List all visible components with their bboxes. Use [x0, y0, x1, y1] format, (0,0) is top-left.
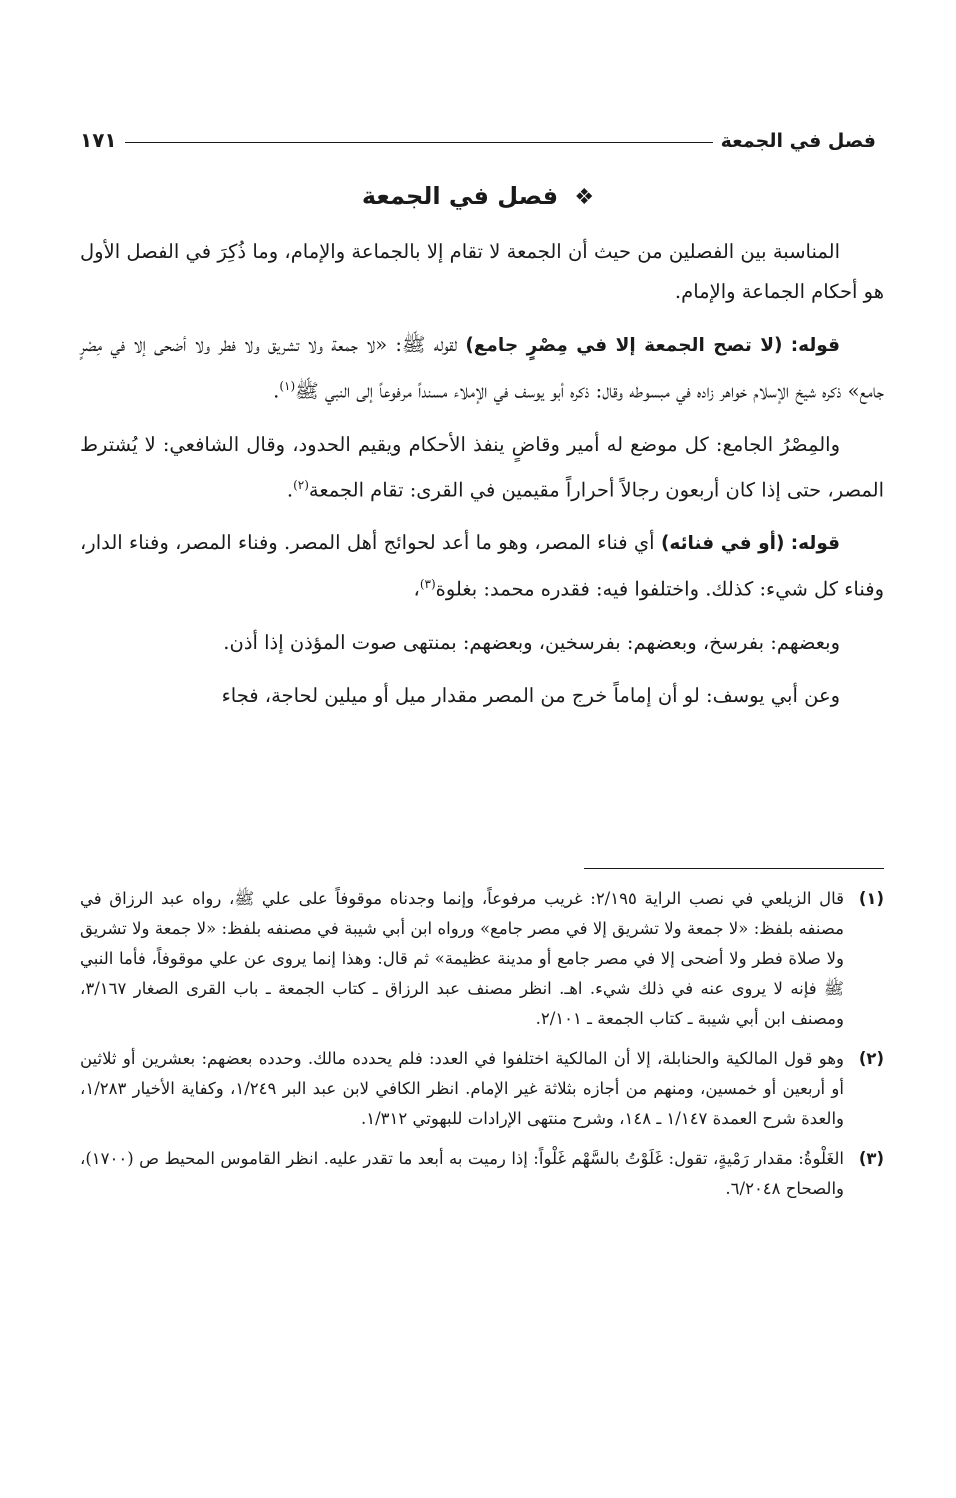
footnote — [80, 884, 884, 1034]
paragraph — [80, 623, 884, 663]
footnote-number: (٢) — [858, 1049, 884, 1068]
footnote — [80, 1044, 884, 1134]
paragraph-lead: قوله: — [790, 533, 841, 554]
page-number: ١٧١ — [80, 128, 117, 152]
footnote — [80, 1144, 884, 1204]
paragraph: والمِصْرُ الجامع: كل موضع له أمير وقاضٍ ينفذ الأحكام ويقيم الحدود، وقال الشافعي: لا يُشترط المصر، حتى إذا كان أربعون رجالاً أحراراً مقيمين في القرى: تقام الجمعة$^{(٢)}$. — [80, 432, 884, 501]
section-heading — [80, 182, 876, 210]
footnote-text: الغَلْوةُ: مقدار رَمْيةٍ، تقول: غَلَوْتُ بالسَّهْم غَلْواً: إذا رميت به أبعد ما تقدر عليه. انظر القاموس المحيط ص (١٧٠٠)، والصحاح ٦/٢٠٤٨. — [80, 1149, 844, 1198]
paragraph-text: أي فناء المصر، وهو ما أعد لحوائج أهل المصر. وفناء المصر، وفناء الدار، وفناء كل شيء: كذلك. واختلفوا فيه: فقدره محمد: بغلوة — [80, 531, 884, 601]
paragraph: قوله: (لا تصح الجمعة إلا في مِصْرٍ جامع) لقوله ﷺ: «لا جمعة ولا تشريق ولا فطر ولا أضحى إلا في مِصْرٍ جامع» ذكره شيخ الإسلام خواهر زاده في مبسوطه وقال: ذكره أبو يوسف في الإملاء مسنداً مرفوعاً إلى النبي ﷺ$^{(١)}$. — [80, 333, 884, 403]
footnote-text: وهو قول المالكية والحنابلة، إلا أن المالكية اختلفوا في العدد: فلم يحدده مالك. وحدده بعضهم: بعشرين أو ثلاثين أو أربعين أو خمسين، ومنهم من أجازه بثلاثة غير الإمام. انظر الكافي لابن عبد البر ١/٢٤٩، وكفاية الأخيار ١/٢٨٣، والعدة شرح العمدة ١/١٤٧ ـ ١٤٨، وشرح منتهى الإرادات للبهوتي ١/٣١٢. — [80, 1049, 844, 1128]
paragraph — [80, 232, 884, 312]
paragraph-text: المناسبة بين الفصلين من حيث أن الجمعة لا تقام إلا بالجماعة والإمام، وما ذُكِرَ في الفصل الأول هو أحكام الجماعة والإمام. — [80, 240, 884, 303]
section-title: فصل في الجمعة — [361, 182, 559, 210]
paragraph-text: وبعضهم: بفرسخ، وبعضهم: بفرسخين، وبعضهم: بمنتهى صوت المؤذن إذا أذن. — [223, 630, 840, 654]
paragraph — [80, 676, 884, 716]
diamond-ornament-icon: ❖ — [574, 185, 595, 210]
footnote-text: قال الزيلعي في نصب الراية ٢/١٩٥: غريب مرفوعاً، وإنما وجدناه موقوفاً على علي ﷺ، رواه عبد الرزاق في مصنفه بلفظ: «لا جمعة ولا تشريق إلا في مصر جامع» ورواه ابن أبي شيبة في مصنفه بلفظ: «لا جمعة ولا تشريق ولا صلاة فطر ولا أضحى إلا في مصر جامع أو مدينة عظيمة» ثم قال: وهذا إنما يروى عن علي موقوفاً، فأما النبي ﷺ فإنه لا يروى عنه في ذلك شيء. اهـ. انظر مصنف عبد الرزاق ـ كتاب الجمعة ـ باب القرى الصغار ٣/١٦٧، ومصنف ابن أبي شيبة ـ كتاب الجمعة ـ ٢/١٠١. — [80, 889, 845, 1028]
body-text — [80, 232, 884, 729]
paragraph-quote: (لا تصح الجمعة إلا في مِصْرٍ جامع) — [465, 335, 783, 356]
paragraph: قوله: (أو في فنائه) أي فناء المصر، وهو ما أعد لحوائج أهل المصر. وفناء المصر، وفناء الدار، وفناء كل شيء: كذلك. واختلفوا فيه: فقدره محمد: بغلوة$^{(٣)}$، — [80, 531, 884, 601]
footnote-separator — [584, 868, 884, 869]
paragraph-text: وعن أبي يوسف: لو أن إماماً خرج من المصر مقدار ميل أو ميلين لحاجة، فجاء — [221, 683, 840, 707]
paragraph-text: لقوله ﷺ: «لا جمعة ولا تشريق ولا فطر ولا أضحى إلا في مِصْرٍ جامع» ذكره شيخ الإسلام خواهر زاده في مبسوطه وقال: ذكره أبو يوسف في الإملاء مسنداً مرفوعاً إلى النبي ﷺ — [80, 333, 884, 403]
running-header — [80, 112, 876, 152]
header-rule — [125, 142, 713, 143]
footnote-ref: (١) — [279, 379, 296, 393]
footnotes — [80, 884, 884, 1214]
footnote-ref: (٢) — [293, 477, 309, 492]
running-header-title: فصل في الجمعة — [720, 130, 876, 152]
footnote-number: (١) — [858, 889, 884, 908]
paragraph-text: والمِصْرُ الجامع: كل موضع له أمير وقاضٍ ينفذ الأحكام ويقيم الحدود، وقال الشافعي: لا يُشترط المصر، حتى إذا كان أربعون رجالاً أحراراً مقيمين في القرى: تقام الجمعة — [80, 432, 884, 501]
paragraph-lead: قوله: — [790, 335, 840, 356]
paragraph-quote: (أو في فنائه) — [660, 533, 785, 554]
footnote-number: (٣) — [858, 1149, 884, 1168]
footnote-ref: (٣) — [419, 577, 436, 591]
